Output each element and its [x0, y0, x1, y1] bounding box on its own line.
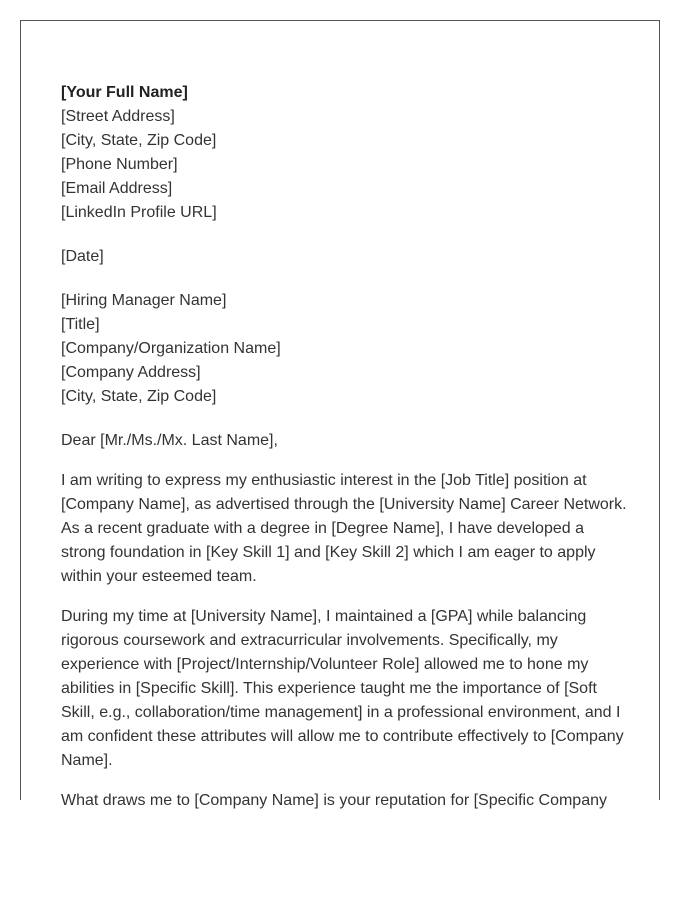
sender-email: [Email Address]: [61, 180, 173, 197]
sender-name: [Your Full Name]: [61, 84, 188, 101]
recipient-company: [Company/Organization Name]: [61, 340, 281, 357]
body-paragraph-1: I am writing to express my enthusiastic interest in the [Job Title] position at [Company Name], as advertised through the [University Name] Career Network. As a recent graduate with a degree in [Degree Name], I have developed a strong foundation in [Key Skill 1] and [Key Skill 2] which I am eager to apply within your esteemed team.: [61, 472, 627, 585]
salutation: Dear [Mr./Ms./Mx. Last Name],: [61, 432, 278, 449]
body-paragraph-2: During my time at [University Name], I maintained a [GPA] while balancing rigorous coursework and extracurricular involvements. Specifically, my experience with [Project/Internship/Volunteer Role] allowed me to hone my abilities in [Specific Skill]. This experience taught me the importance of [Soft Skill, e.g., collaboration/time management] in a professional environment, and I am confident these attributes will allow me to contribute effectively to [Company Name].: [61, 608, 624, 769]
sender-phone: [Phone Number]: [61, 156, 178, 173]
sender-city-state-zip: [City, State, Zip Code]: [61, 132, 217, 149]
date-block: [61, 245, 631, 269]
recipient-title: [Title]: [61, 316, 100, 333]
document-page: [20, 20, 660, 809]
sender-linkedin: [LinkedIn Profile URL]: [61, 204, 217, 221]
recipient-city-state-zip: [City, State, Zip Code]: [61, 388, 217, 405]
recipient-block: [61, 289, 631, 409]
sender-street: [Street Address]: [61, 108, 175, 125]
recipient-name: [Hiring Manager Name]: [61, 292, 227, 309]
body-paragraph-3: What draws me to [Company Name] is your reputation for [Specific Company: [61, 792, 607, 809]
letter-date: [Date]: [61, 248, 104, 265]
cover-letter: [61, 81, 631, 813]
sender-block: [61, 81, 631, 225]
salutation-block: [61, 429, 631, 453]
recipient-address: [Company Address]: [61, 364, 201, 381]
